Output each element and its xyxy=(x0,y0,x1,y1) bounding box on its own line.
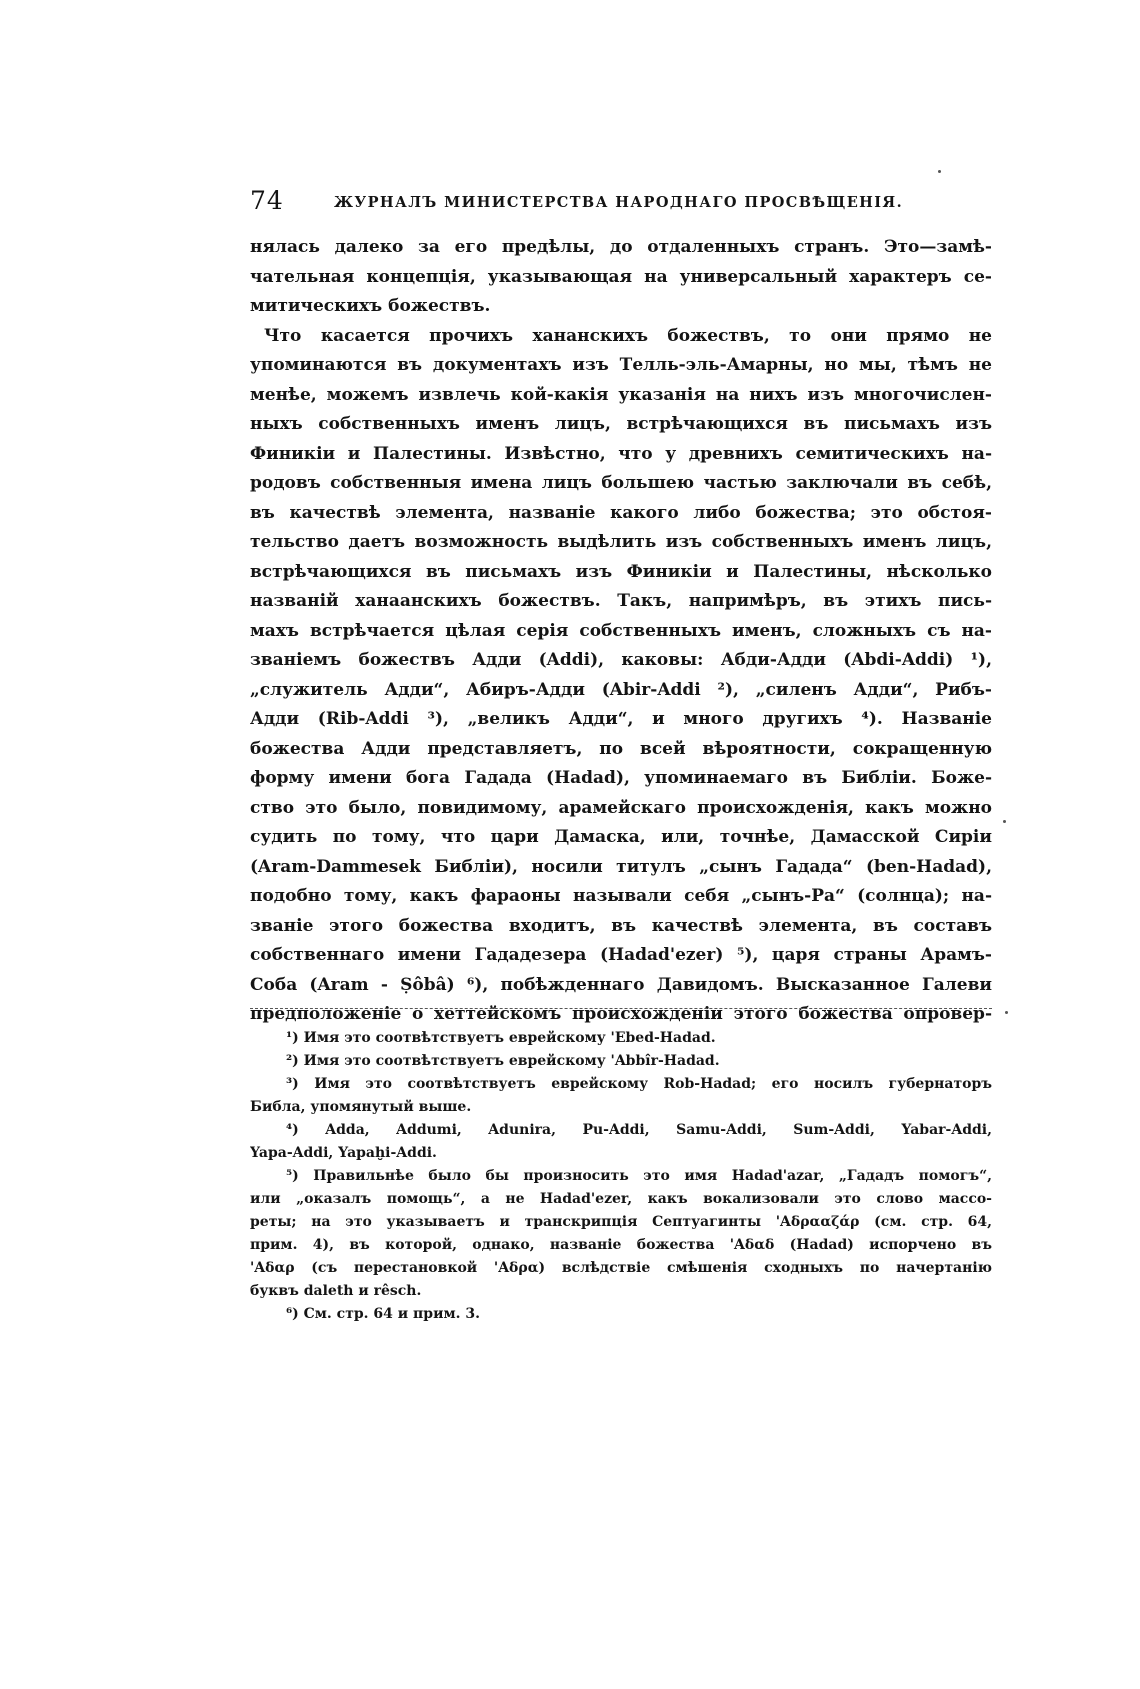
text-line: въ качествѣ элемента, названіе какого либо божества; это обстоя- xyxy=(250,502,992,523)
text-line: тельство даетъ возможность выдѣлить изъ собственныхъ именъ лицъ, xyxy=(250,532,992,552)
text-line: ныхъ собственныхъ именъ лицъ, встрѣчающихся въ письмахъ изъ xyxy=(250,414,992,434)
footnote-line: ⁶) См. стр. 64 и прим. 3. xyxy=(286,1306,480,1322)
text-line: менѣе, можемъ извлечь кой-какія указанія на нихъ изъ многочислен- xyxy=(250,384,992,405)
scan-speck xyxy=(1003,820,1006,823)
scan-speck xyxy=(938,170,941,173)
text-line: судить по тому, что цари Дамаска, или, точнѣе, Дамасской Сиріи xyxy=(250,827,992,847)
footnote-divider xyxy=(250,1008,992,1009)
footnotes xyxy=(250,1027,992,1326)
footnote-line: реты; на это указываетъ и транскрипція Септуагинты 'Αδρααζάρ (см. стр. 64, xyxy=(250,1214,992,1230)
footnote-line: Yapa-Addi, Yapaḫi-Addi. xyxy=(250,1145,437,1161)
text-line: нялась далеко за его предѣлы, до отдаленныхъ странъ. Это—замѣ- xyxy=(250,237,992,257)
footnote-line: ²) Имя это соотвѣтствуетъ еврейскому 'Abbîr-Hadad. xyxy=(286,1053,720,1069)
text-line: названій ханаанскихъ божествъ. Такъ, напримѣръ, въ этихъ пись- xyxy=(250,591,992,611)
scan-speck xyxy=(1005,1011,1008,1014)
text-line: божества Адди представляетъ, по всей вѣроятности, сокращенную xyxy=(250,738,992,759)
footnote-line: ⁵) Правильнѣе было бы произносить это имя Hadad'azar, „Гададъ помогъ“, xyxy=(286,1168,992,1184)
text-line: подобно тому, какъ фараоны называли себя „сынъ-Ра“ (солнца); на- xyxy=(250,886,992,906)
page-header xyxy=(250,186,990,222)
text-line: махъ встрѣчается цѣлая серія собственныхъ именъ, сложныхъ съ на- xyxy=(250,620,992,641)
text-line: „служитель Адди“, Абиръ-Адди (Abir-Addi ²), „силенъ Адди“, Рибъ- xyxy=(250,679,992,700)
text-line: Соба (Aram - Ṣôbâ) ⁶), побѣжденнаго Давидомъ. Высказанное Галеви xyxy=(250,974,992,995)
text-line: (Aram-Dammesek Библіи), носили титулъ „сынъ Гадада“ (ben-Hadad), xyxy=(250,856,992,877)
text-line: форму имени бога Гадада (Hadad), упоминаемаго въ Библіи. Боже- xyxy=(250,768,992,788)
footnote-line: ¹) Имя это соотвѣтствуетъ еврейскому 'Ebed-Hadad. xyxy=(286,1030,716,1046)
text-line: митическихъ божествъ. xyxy=(250,296,491,316)
footnote-line: ³) Имя это соотвѣтствуетъ еврейскому Rob-Hadad; его носилъ губернаторъ xyxy=(286,1076,992,1092)
footnote-line: Библа, упомянутый выше. xyxy=(250,1099,472,1115)
main-text xyxy=(250,233,992,1030)
text-line: Финикіи и Палестины. Извѣстно, что у древнихъ семитическихъ на- xyxy=(250,443,992,464)
text-line: предположеніе о хеттейскомъ происхожденіи этого божества опровер- xyxy=(250,1004,992,1024)
running-title: ЖУРНАЛЪ МИНИСТЕРСТВА НАРОДНАГО ПРОСВѢЩЕНІЯ. xyxy=(334,194,904,211)
footnote-line: прим. 4), въ которой, однако, названіе божества 'Αδαδ (Hadad) испорчено въ xyxy=(250,1237,992,1253)
text-line: Адди (Rib-Addi ³), „великъ Адди“, и много другихъ ⁴). Названіе xyxy=(250,709,992,729)
footnote-line: или „оказалъ помощь“, а не Hadad'ezer, какъ вокализовали это слово массо- xyxy=(250,1191,992,1207)
text-line: Что касается прочихъ хананскихъ божествъ, то они прямо не xyxy=(264,325,992,346)
text-line: упоминаются въ документахъ изъ Телль-эль-Амарны, но мы, тѣмъ не xyxy=(250,355,992,375)
text-line: собственнаго имени Гададезера (Hadad'ezer) ⁵), царя страны Арамъ- xyxy=(250,945,992,965)
footnote-line: буквъ daleth и rêsch. xyxy=(250,1283,422,1299)
text-line: встрѣчающихся въ письмахъ изъ Финикіи и Палестины, нѣсколько xyxy=(250,561,992,582)
text-line: званіе этого божества входитъ, въ качествѣ элемента, въ составъ xyxy=(250,915,992,936)
text-line: званіемъ божествъ Адди (Addi), каковы: Абди-Адди (Abdi-Addi) ¹), xyxy=(250,650,992,670)
text-line: родовъ собственныя имена лицъ большею частью заключали въ себѣ, xyxy=(250,473,992,493)
footnote-line: ⁴) Adda, Addumi, Adunira, Pu-Addi, Samu-Addi, Sum-Addi, Yabar-Addi, xyxy=(286,1122,992,1138)
footnote-line: 'Αδαρ (съ перестановкой 'Αδρα) вслѣдствіе смѣшенія сходныхъ по начертанію xyxy=(250,1260,992,1276)
text-line: ство это было, повидимому, арамейскаго происхожденія, какъ можно xyxy=(250,797,992,818)
page-number: 74 xyxy=(250,186,284,215)
text-line: чательная концепція, указывающая на универсальный характеръ се- xyxy=(250,266,992,287)
